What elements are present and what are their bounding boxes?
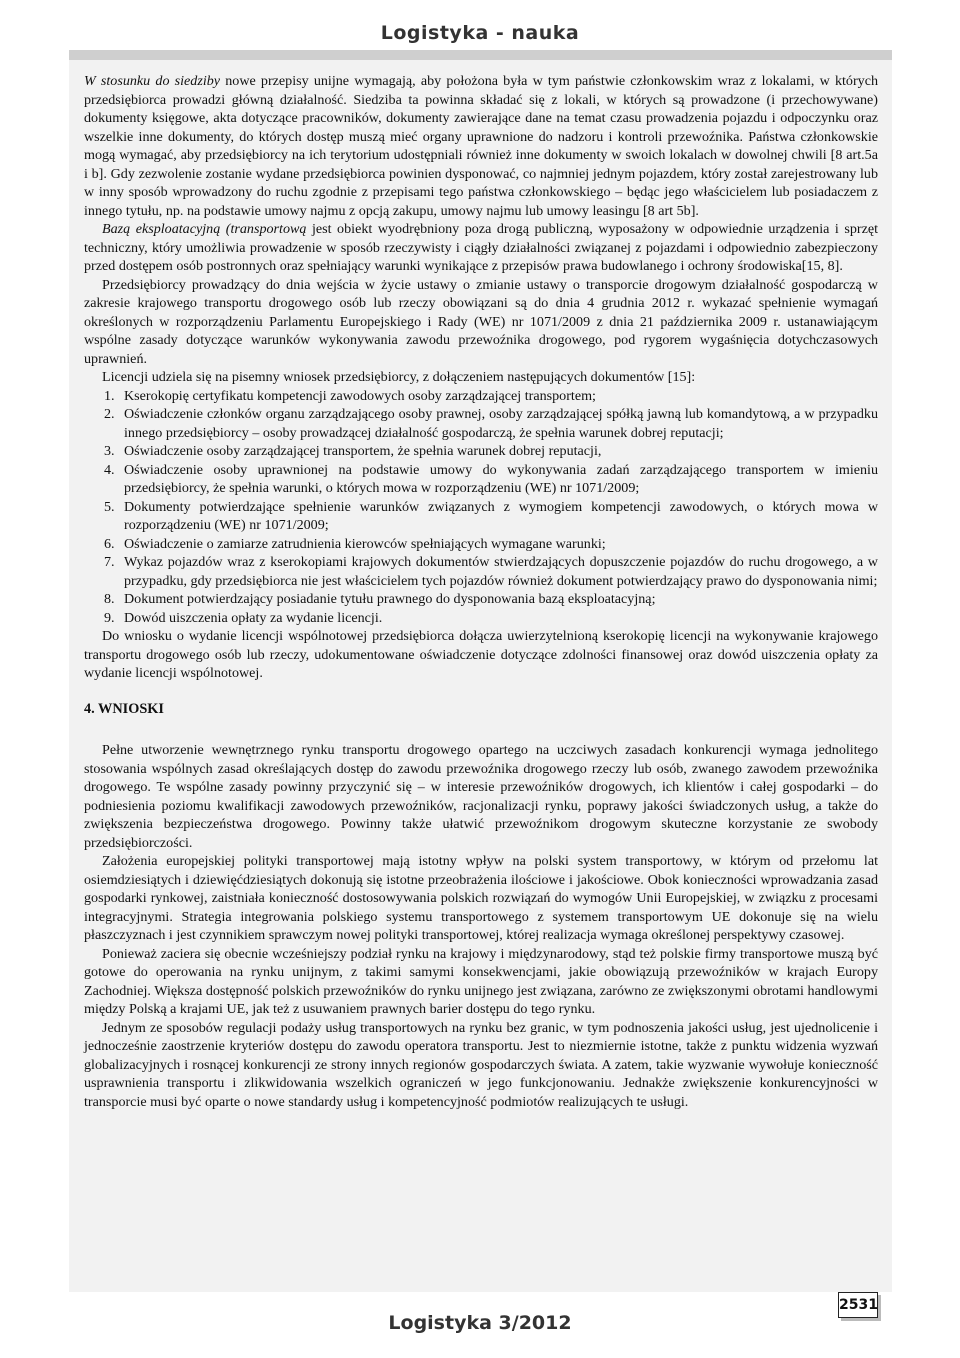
paragraph-seat-text: nowe przepisy unijne wymagają, aby położona była w tym państwie członkowskim wraz z lokalami, w których przedsiębiorca prowadzi główną działalność. Siedziba ta powinna składać się z lokali, w których są prowadzone (i przechowywane) dokumenty księgowe, akta dotyczące pracowników, dokumenty zawierające dane na temat czasu prowadzenia pojazdu i odpoczynku oraz wszelkie inne dokumenty, do których dostęp muszą mieć organy uprawnione do nadzoru i kontroli przewoźnika. Państwa członkowskie mogą wymagać, aby przedsiębiorcy na ich terytorium udostępniali również inne dokumenty w swoich lokalach w dowolnej chwili [8 art.5a i b]. Gdy zezwolenie zostanie wydane przedsiębiorca powinien dysponować, co najmniej jednym pojazdem, który został zarejestrowany lub w inny sposób wprowadzony do ruchu zgodnie z przepisami tego państwa członkowskiego – będąc jego właścicielem lub posiadaczem z innego tytułu, np. na podstawie umowy najmu z opcją zakupu, umowy najmu lub umowy leasingu [8 art 5b]. bbox=[84, 73, 878, 219]
paragraph-transition: Przedsiębiorcy prowadzący do dnia wejścia w życie ustawy o zmianie ustawy o transporcie drogowym działalność gospodarczą w zakresie krajowego transportu drogowego osób lub rzeczy obowiązani są do dnia 4 grudnia 2012 r. wykazać spełnienie wymagań określonych w rozporządzeniu Parlamentu Europejskiego i Rady (WE) nr 1071/2009 z dnia 21 października 2009 r. ustanawiającym wspólne zasady dotyczące warunków wykonywania zawodu przewoźnika drogowego, pod rygorem wygaśnięcia dotychczasowych uprawnień. bbox=[84, 276, 878, 367]
list-item-text: Oświadczenie członków organu zarządzającego osoby prawnej, osoby zarządzającej spółką jawną lub komandytową, a w przypadku innego przedsiębiorcy – osoby prowadzącej działalność gospodarczą, że spełnia warunek dobrej reputacji; bbox=[124, 406, 878, 441]
paragraph-seat bbox=[84, 72, 878, 220]
list-item-number: 9. bbox=[104, 609, 115, 626]
paragraph-conclusion-2: Założenia europejskiej polityki transportowej mają istotny wpływ na polski system transportowy, w którym od przełomu lat osiemdziesiątych i dziewięćdziesiątych dokonują się istotne przeobrażenia ilościowe i jakościowe. Obok konieczności wprowadzania zasad gospodarki rynkowej, zaistniała konieczność dostosowywania polskich rozwiązań do wymogów Unii Europejskiej, w związku z procesami integracyjnymi. Strategia integrowania polskiego systemu transportowego z systemem transportowym UE dokonuje się na wielu płaszczyznach i jest czynnikiem sprawczym nowej polityki transportowej, której realizacja wymaga określonej perspektywy czasowej. bbox=[84, 853, 878, 943]
list-item-number: 1. bbox=[104, 387, 115, 404]
header-bar bbox=[69, 50, 892, 60]
list-item-text: Dowód uiszczenia opłaty za wydanie licencji. bbox=[124, 609, 383, 626]
list-item-number: 5. bbox=[104, 498, 115, 515]
document-list-item bbox=[84, 553, 878, 590]
list-item-text: Wykaz pojazdów wraz z kserokopiami krajowych dokumentów stwierdzających dopuszczenie pojazdów do ruchu drogowego, a w przypadku, gdy przedsiębiorca nie jest właścicielem tych pojazdów również dokument potwierdzający prawo do dysponowania nimi; bbox=[124, 554, 878, 589]
list-item-number: 7. bbox=[104, 554, 115, 570]
list-item-text: Oświadczenie osoby zarządzającej transportem, że spełnia warunek dobrej reputacji, bbox=[124, 443, 602, 459]
list-item-number: 4. bbox=[104, 461, 115, 478]
document-list-item bbox=[84, 535, 878, 554]
paragraph-base-text: jest obiekt wyodrębniony poza drogą publiczną, wyposażony w odpowiednie urządzenia i sprzęt techniczny, który umożliwia prowadzenie w sposób rzeczywisty i ciągły działalności związanej z pojazdami i odpowiednio zabezpieczony przed dostępem osób postronnych oraz spełniający warunki wynikające z przepisów prawa budowlanego i ochrony środowiska[15, 8]. bbox=[84, 221, 878, 274]
list-item-text: Dokument potwierdzający posiadanie tytułu prawnego do dysponowania bazą eksploatacyjną; bbox=[124, 591, 656, 607]
paragraph-conclusion-3: Ponieważ zaciera się obecnie wcześniejszy podział rynku na krajowy i międzynarodowy, stąd też polskie firmy transportowe muszą być gotowe do operowania na rynku unijnym, z takimi samymi konsekwencjami, jakie obowiązują przewoźników w krajach Europy Zachodniej. Większa dostępność polskich przewoźników do rynku unijnego jest związana, zarówno ze zwiększonymi obrotami handlowymi między Polską a krajami UE, jak też z usuwaniem prawnych barier dostępu do tego rynku. bbox=[84, 945, 878, 1017]
document-list-item bbox=[84, 590, 878, 609]
list-item-number: 6. bbox=[104, 535, 115, 552]
document-list-item bbox=[84, 461, 878, 498]
running-footer: Logistyka 3/2012 bbox=[388, 1312, 572, 1334]
list-item-number: 3. bbox=[104, 443, 115, 459]
paragraph-community-license: Do wniosku o wydanie licencji wspólnotowej przedsiębiorca dołącza uwierzytelnioną kserokopię licencji na wykonywanie krajowego transportu drogowego osób lub rzeczy, udokumentowane oświadczenie dotyczące zdolności finansowej oraz dowód uiszczenia opłaty za wydanie licencji wspólnotowej. bbox=[84, 628, 878, 681]
section-heading: 4. WNIOSKI bbox=[84, 700, 164, 717]
list-item-text: Kserokopię certyfikatu kompetencji zawodowych osoby zarządzającej transportem; bbox=[124, 387, 596, 404]
document-list-item bbox=[84, 442, 878, 461]
required-documents-list bbox=[84, 387, 878, 628]
paragraph-conclusion-1: Pełne utworzenie wewnętrznego rynku transportu drogowego opartego na uczciwych zasadach konkurencji wymaga jednolitego stosowania wspólnych zasad określających dostęp do zawodu przewoźnika drogowego rzeczy lub osób, zwanego zawodem przewoźnika drogowego. Te wspólne zasady powinny przyczynić się – w interesie przewoźników drogowych, ich klientów i całej gospodarki – do podniesienia poziomu kwalifikacji zawodowych przewoźników, racjonalizacji rynku, poprawy jakości świadczonych usług, a także do zwiększenia bezpieczeństwa drogowego. Powinny także ułatwić przewoźnikom drogowym skuteczne korzystanie ze swobody przedsiębiorczości. bbox=[84, 742, 878, 851]
paragraph-conclusion-4: Jednym ze sposobów regulacji podaży usług transportowych na rynku bez granic, w tym podnoszenia jakości usług, jest ujednolicenie i jednocześnie zaostrzenie kryteriów dostępu do zawodu operatora transportu. Jest to niezmiernie istotne, także z punktu widzenia wyzwań globalizacyjnych i rosnącej konkurencji ze strony innych regionów gospodarczych świata. A zatem, takie wyzwanie wywołuje konieczność usprawnienia transportu i zlikwidowania wszelkich ograniczeń w jego funkcjonowaniu. Jednakże zwiększenie konkurencyjności w transporcie musi być oparte o nowe standardy usług i kompetencyjność podmiotów realizujących te usługi. bbox=[84, 1019, 878, 1110]
document-list-item bbox=[84, 498, 878, 535]
list-item-number: 8. bbox=[104, 591, 115, 607]
page-number: 2531 bbox=[838, 1292, 878, 1318]
document-list-item bbox=[84, 387, 878, 406]
list-item-text: Oświadczenie osoby uprawnionej na podstawie umowy do wykonywania zadań zarządzającego transportem w imieniu przedsiębiorcy, że spełnia warunki, o których mowa w rozporządzeniu (WE) nr 1071/2009; bbox=[124, 461, 878, 496]
list-item-number: 2. bbox=[104, 406, 115, 422]
emphasis-seat: W stosunku do siedziby bbox=[84, 73, 221, 89]
document-list-item bbox=[84, 405, 878, 442]
paragraph-base bbox=[84, 220, 878, 276]
paragraph-license-intro: Licencji udziela się na pisemny wniosek przedsiębiorcy, z dołączeniem następujących dokumentów [15]: bbox=[102, 369, 696, 385]
list-item-text: Oświadczenie o zamiarze zatrudnienia kierowców spełniających wymagane warunki; bbox=[124, 535, 606, 552]
list-item-text: Dokumenty potwierdzające spełnienie warunków związanych z wymogiem kompetencji zawodowych, o których mowa w rozporządzeniu (WE) nr 1071/2009; bbox=[124, 498, 878, 533]
emphasis-base: Bazą eksploatacyjną (transportową bbox=[102, 221, 307, 237]
article-body bbox=[84, 72, 878, 1111]
running-header: Logistyka - nauka bbox=[380, 22, 580, 44]
document-list-item bbox=[84, 609, 878, 628]
